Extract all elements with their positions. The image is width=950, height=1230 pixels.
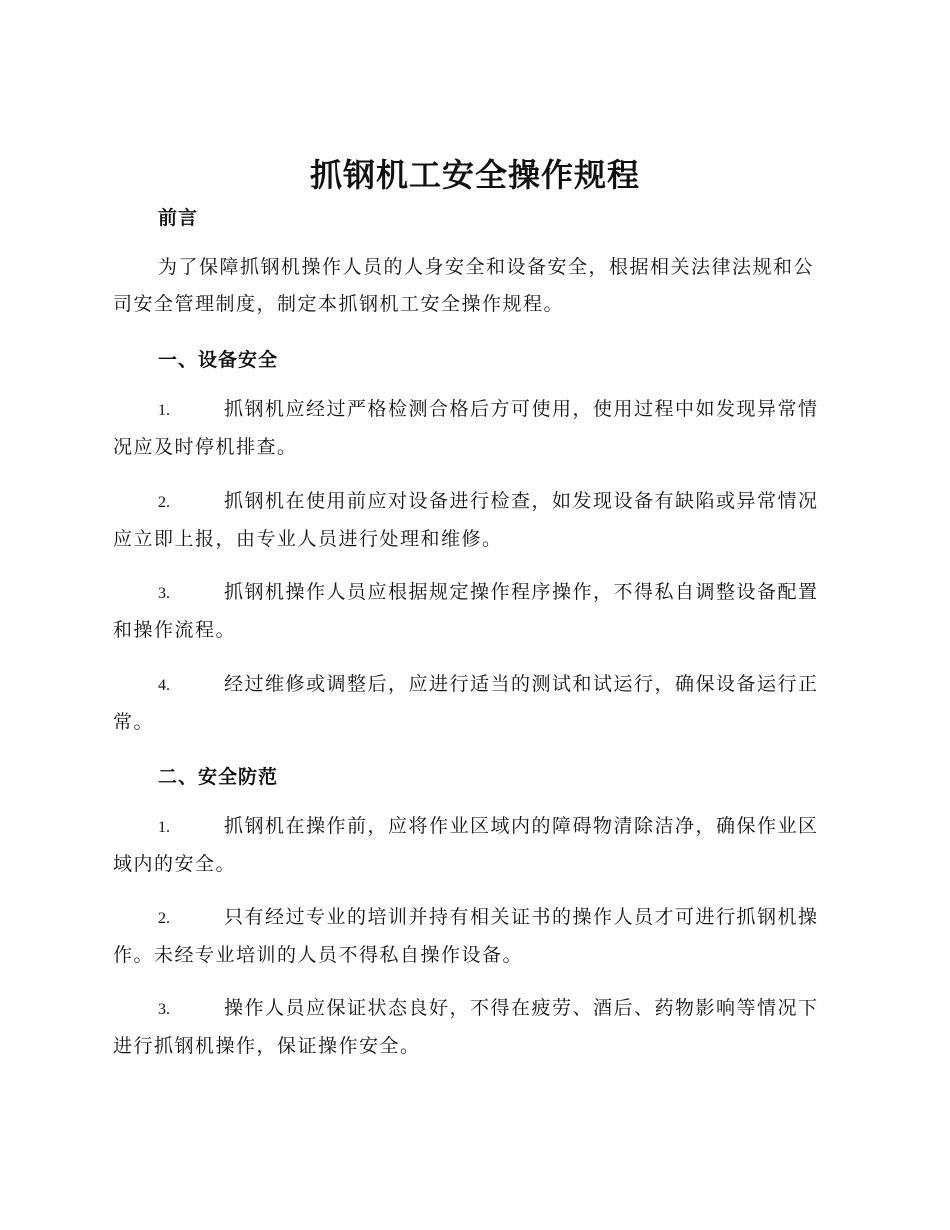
list-item xyxy=(113,899,833,974)
list-item-number: 3. xyxy=(158,1001,170,1018)
list-item-text: 操作人员应保证状态良好，不得在疲劳、酒后、药物影响等情况下进行抓钢机操作，保证操作安全。 xyxy=(113,997,819,1057)
list-item xyxy=(113,666,833,741)
preface-paragraph xyxy=(113,249,833,323)
list-item-text: 经过维修或调整后，应进行适当的测试和试运行，确保设备运行正常。 xyxy=(113,673,819,733)
section-heading-equipment: 一、设备安全 xyxy=(158,349,279,371)
list-item xyxy=(113,483,833,558)
list-item-text: 抓钢机应经过严格检测合格后方可使用，使用过程中如发现异常情况应及时停机排查。 xyxy=(113,398,819,458)
preface-text: 为了保障抓钢机操作人员的人身安全和设备安全，根据相关法律法规和公司安全管理制度，制定本抓钢机工安全操作规程。 xyxy=(113,256,815,315)
list-item xyxy=(113,990,833,1065)
list-item xyxy=(113,808,833,883)
list-item-number: 2. xyxy=(158,910,170,927)
list-item-text: 抓钢机操作人员应根据规定操作程序操作，不得私自调整设备配置和操作流程。 xyxy=(113,581,819,641)
list-item-number: 1. xyxy=(158,819,170,836)
list-item-number: 3. xyxy=(158,585,170,602)
preface-heading: 前言 xyxy=(158,207,199,229)
list-item-text: 抓钢机在使用前应对设备进行检查，如发现设备有缺陷或异常情况应立即上报，由专业人员进行处理和维修。 xyxy=(113,490,819,550)
section-heading-safety: 二、安全防范 xyxy=(158,766,279,788)
list-item-text: 抓钢机在操作前，应将作业区域内的障碍物清除洁净，确保作业区域内的安全。 xyxy=(113,815,819,875)
list-item-text: 只有经过专业的培训并持有相关证书的操作人员才可进行抓钢机操作。未经专业培训的人员不得私自操作设备。 xyxy=(113,906,819,966)
list-item-number: 4. xyxy=(158,677,170,694)
list-item-number: 1. xyxy=(158,402,170,419)
list-item xyxy=(113,574,833,649)
list-item xyxy=(113,391,833,466)
list-item-number: 2. xyxy=(158,494,170,511)
document-title: 抓钢机工安全操作规程 xyxy=(309,156,640,194)
